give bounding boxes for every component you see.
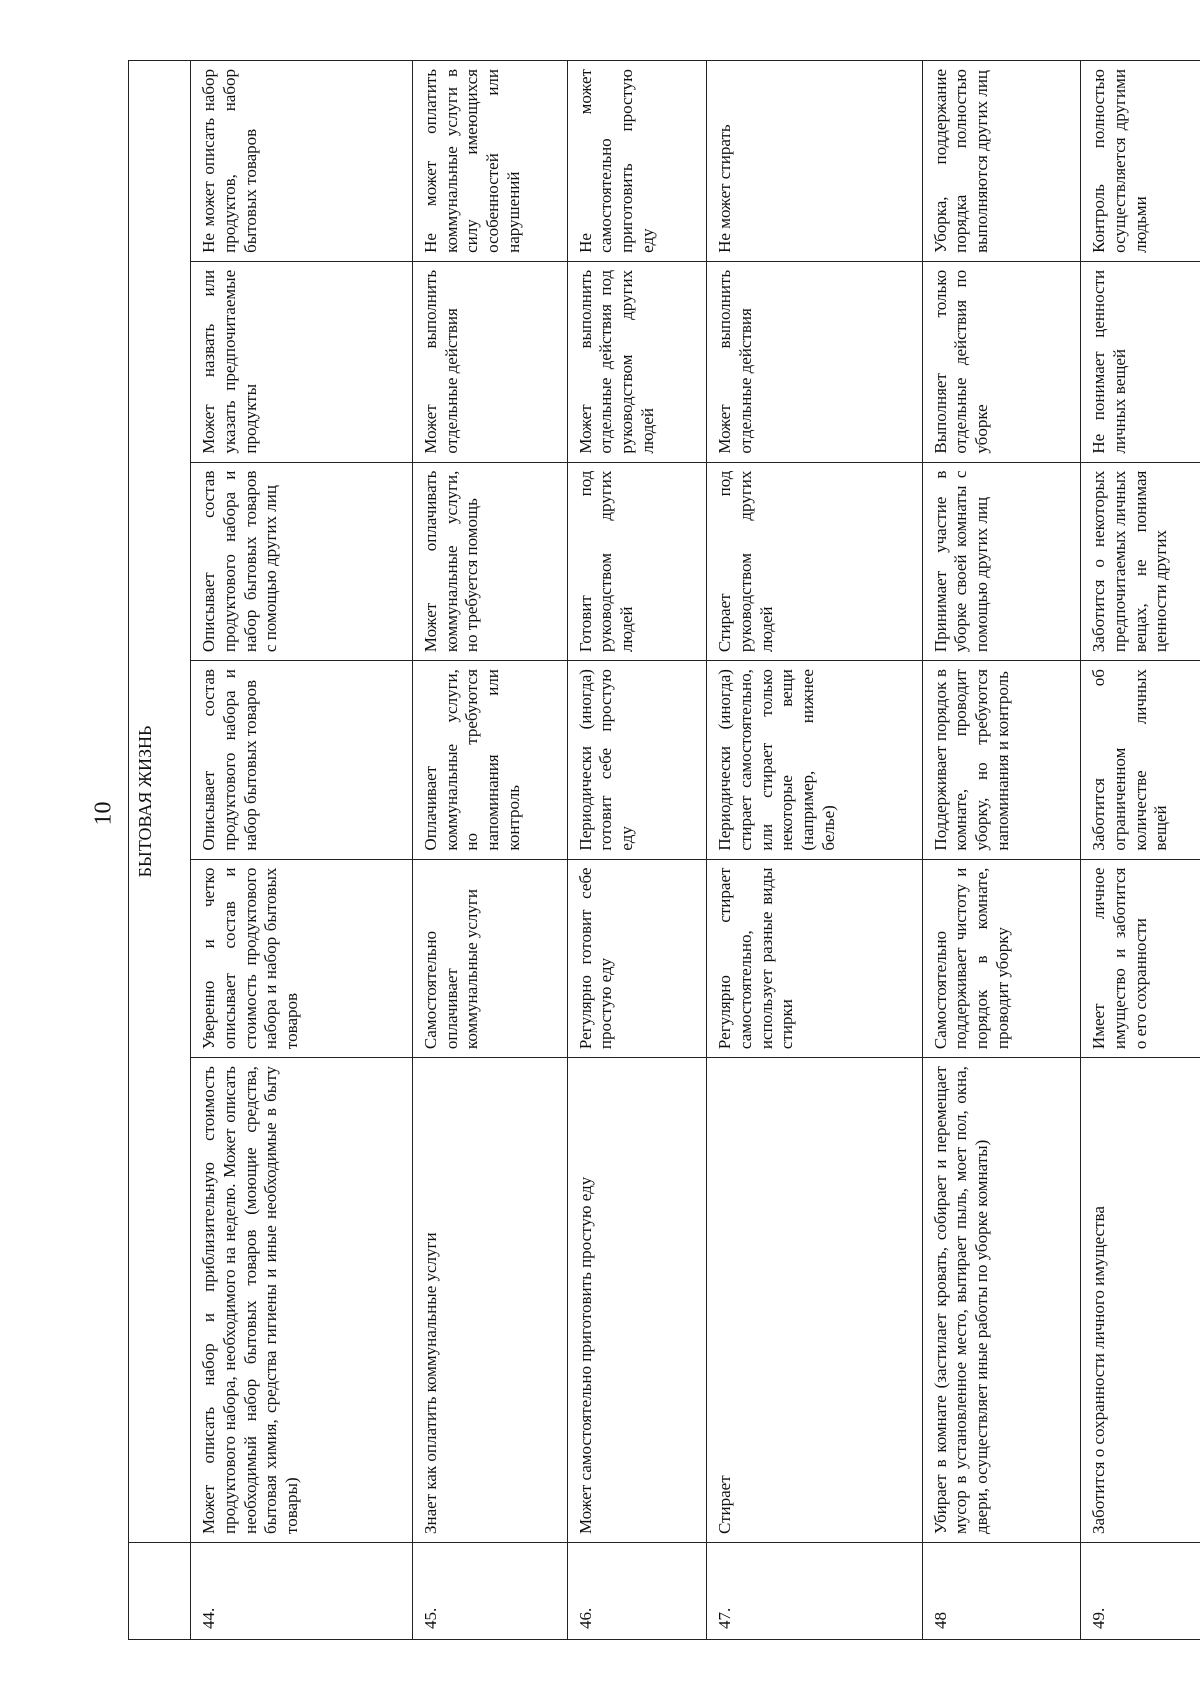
row-number: 46. [567, 1543, 706, 1640]
row-level-cell: Не может оплатить коммунальные услуги в силу имеющихся особенностей или нарушений [413, 61, 568, 262]
row-level-cell: Описывает состав продуктового набора и набор бытовых товаров [191, 661, 413, 859]
row-number: 45. [413, 1543, 568, 1640]
table-row [707, 61, 923, 1640]
row-level-cell: Стирает под руководством других людей [707, 462, 923, 660]
row-level-cell: Не понимает ценности личных вещей [1081, 261, 1200, 462]
row-level-cell: Заботится об ограниченном количестве личных вещей [1081, 661, 1200, 859]
row-criterion: Может самостоятельно приготовить простую еду [567, 1058, 706, 1543]
row-level-cell: Контроль полностью осуществляется другими людьми [1081, 61, 1200, 262]
row-level-cell: Может оплачивать коммунальные услуги, но требуется помощь [413, 462, 568, 660]
row-level-cell: Оплачивает коммунальные услуги, но требуются напоминания или контроль [413, 661, 568, 859]
assessment-table [128, 60, 1200, 1640]
row-level-cell: Уверенно и четко описывает состав и стоимость продуктового набора и набор бытовых товаров [191, 859, 413, 1057]
row-level-cell: Не может самостоятельно приготовить простую еду [567, 61, 706, 262]
row-criterion: Стирает [707, 1058, 923, 1543]
rotated-table-container [128, 60, 1200, 1640]
row-level-cell: Описывает состав продуктового набора и набор бытовых товаров с помощью других лиц [191, 462, 413, 660]
row-level-cell: Регулярно стирает самостоятельно, использует разные виды стирки [707, 859, 923, 1057]
row-level-cell: Может выполнить отдельные действия [707, 261, 923, 462]
table-row [567, 61, 706, 1640]
row-level-cell: Выполняет только отдельные действия по уборке [922, 261, 1080, 462]
row-level-cell: Поддерживает порядок в комнате, проводит уборку, но требуются напоминания и контроль [922, 661, 1080, 859]
row-level-cell: Может назвать или указать предпочитаемые продукты [191, 261, 413, 462]
row-level-cell: Принимает участие в уборке своей комнаты с помощью других лиц [922, 462, 1080, 660]
row-criterion: Убирает в комнате (застилает кровать, собирает и перемещает мусор в установленное место, вытирает пыль, моет пол, окна, двери, осуществляет иные работы по уборке комнаты) [922, 1058, 1080, 1543]
row-number: 47. [707, 1543, 923, 1640]
row-level-cell: Периодически (иногда) стирает самостоятельно, или стирает только некоторые вещи (например, нижнее белье) [707, 661, 923, 859]
row-level-cell: Может выполнить отдельные действия под руководством других людей [567, 261, 706, 462]
table-row [191, 61, 413, 1640]
section-header-row [129, 61, 191, 1640]
row-level-cell: Заботится о некоторых предпочитаемых личных вещах, не понимая ценности других [1081, 462, 1200, 660]
row-criterion: Знает как оплатить коммунальные услуги [413, 1058, 568, 1543]
row-level-cell: Не может стирать [707, 61, 923, 262]
row-criterion: Заботится о сохранности личного имущества [1081, 1058, 1200, 1543]
row-level-cell: Может выполнить отдельные действия [413, 261, 568, 462]
row-number: 49. [1081, 1543, 1200, 1640]
row-number: 48 [922, 1543, 1080, 1640]
row-level-cell: Самостоятельно оплачивает коммунальные услуги [413, 859, 568, 1057]
table-row [922, 61, 1080, 1640]
row-level-cell: Уборка, поддержание порядка полностью выполняются других лиц [922, 61, 1080, 262]
row-criterion: Может описать набор и приблизительную стоимость продуктового набора, необходимого на неделю. Может описать необходимый набор бытовых товаров (моющие средства, бытовая химия, средства гигиены и иные необходимые в быту товары) [191, 1058, 413, 1543]
table-row [1081, 61, 1200, 1640]
row-level-cell: Самостоятельно поддерживает чистоту и порядок в комнате, проводит уборку [922, 859, 1080, 1057]
row-level-cell: Имеет личное имущество и заботится о его сохранности [1081, 859, 1200, 1057]
section-title: БЫТОВАЯ ЖИЗНЬ [129, 61, 191, 1543]
row-level-cell: Готовит под руководством других людей [567, 462, 706, 660]
row-level-cell: Не может описать набор продуктов, набор бытовых товаров [191, 61, 413, 262]
page-number: 10 [90, 801, 117, 826]
row-level-cell: Регулярно готовит себе простую еду [567, 859, 706, 1057]
section-header-empty-cell [129, 1543, 191, 1640]
row-level-cell: Периодически (иногда) готовит себе простую еду [567, 661, 706, 859]
table-row [413, 61, 568, 1640]
row-number: 44. [191, 1543, 413, 1640]
